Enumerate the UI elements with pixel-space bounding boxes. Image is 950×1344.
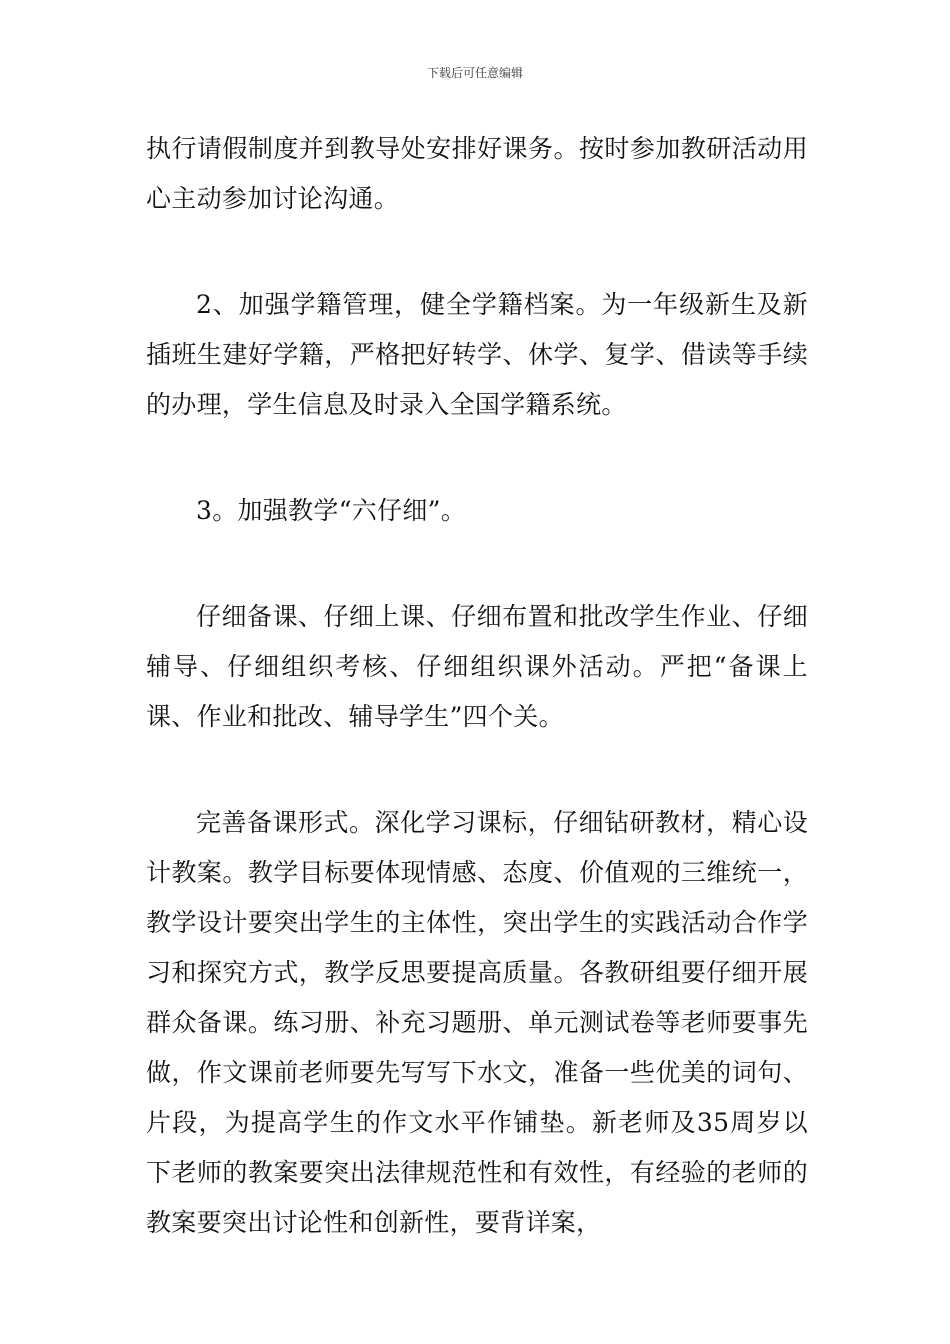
paragraph-5: 完善备课形式。深化学习课标，仔细钻研教材，精心设计教案。教学目标要体现情感、态度、价值观的三维统一，教学设计要突出学生的主体性，突出学生的实践活动合作学习和探究方式，教学反思要提高质量。各教研组要仔细开展群众备课。练习册、补充习题册、单元测试卷等老师要事先做，作文课前老师要先写写下水文，准备一些优美的词句、片段，为提高学生的作文水平作铺垫。新老师及35周岁以下老师的教案要突出法律规范性和有效性，有经验的老师的教案要突出讨论性和创新性，要背详案， bbox=[146, 808, 808, 1237]
paragraph-4: 仔细备课、仔细上课、仔细布置和批改学生作业、仔细辅导、仔细组织考核、仔细组织课外活动。严把“备课上课、作业和批改、辅导学生”四个关。 bbox=[146, 602, 808, 731]
paragraph-3: 3。加强教学“六仔细”。 bbox=[196, 496, 467, 525]
paragraph-2: 2、加强学籍管理，健全学籍档案。为一年级新生及新插班生建好学籍，严格把好转学、休学、复学、借读等手续的办理，学生信息及时录入全国学籍系统。 bbox=[146, 290, 808, 419]
page-header: 下载后可任意编辑 bbox=[426, 66, 523, 80]
paragraph-1: 执行请假制度并到教导处安排好课务。按时参加教研活动用心主动参加讨论沟通。 bbox=[146, 134, 808, 213]
document-body bbox=[146, 124, 808, 1304]
